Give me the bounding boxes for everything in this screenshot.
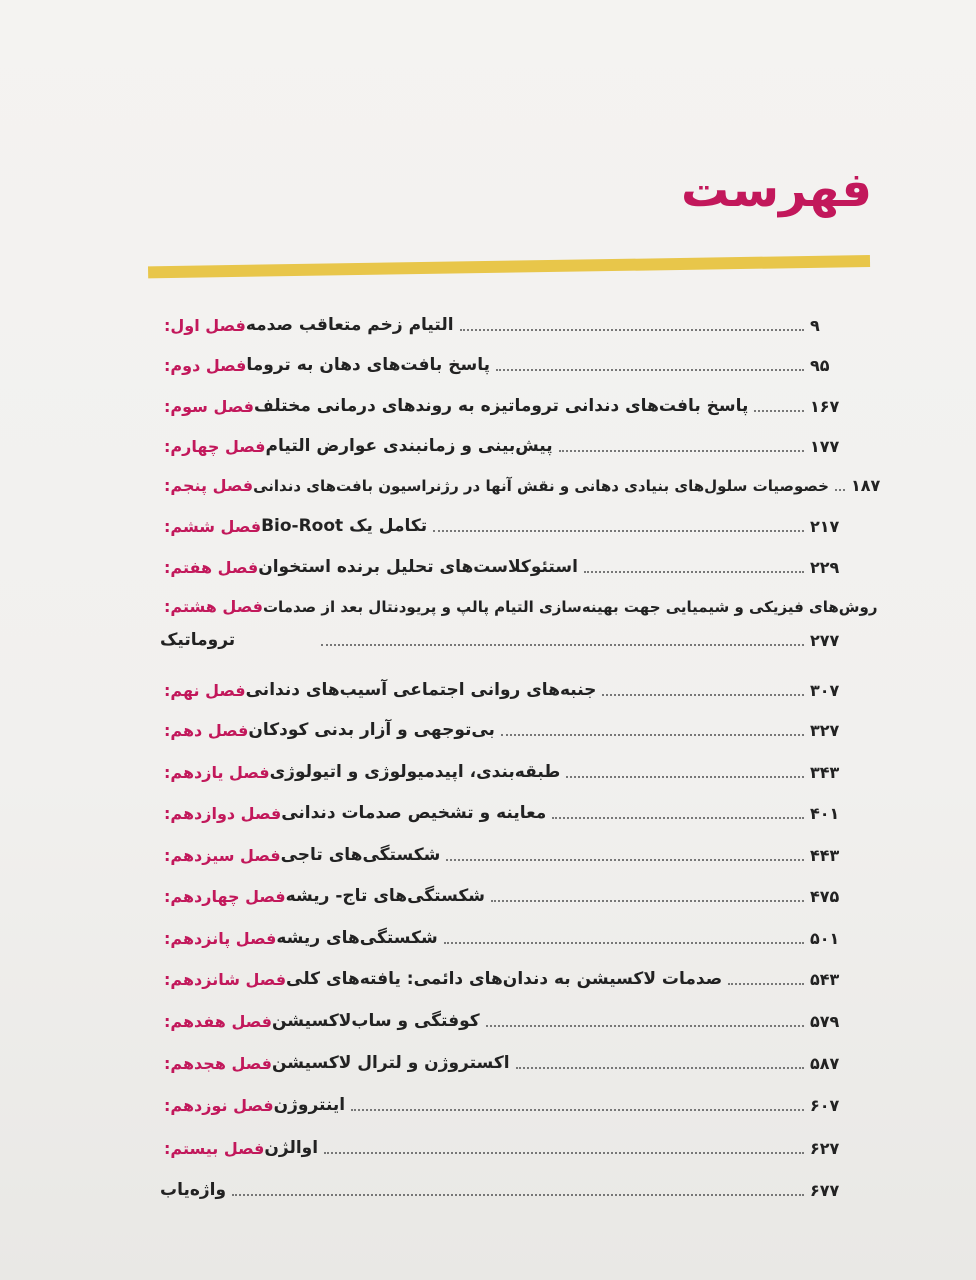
chapter-title: خصوصیات سلول‌های بنیادی دهانی و نقش آنها در رژنراسیون بافت‌های دندانی (253, 477, 829, 495)
page-title: فهرست (681, 162, 872, 218)
leader-dots (486, 1025, 804, 1027)
toc-entry-13[interactable] (160, 845, 846, 865)
toc-entry-index[interactable] (160, 1180, 846, 1200)
toc-entry-15[interactable] (160, 928, 846, 948)
chapter-label: فصل چهاردهم: (164, 887, 286, 906)
leader-dots (516, 1067, 804, 1069)
chapter-label: فصل هفتم: (164, 558, 259, 577)
leader-dots (835, 489, 845, 491)
chapter-title: پاسخ بافت‌های دندانی تروماتیزه به روندهای درمانی مختلف (253, 396, 749, 416)
leader-dots (754, 410, 804, 412)
page-number: ۱۷۷ (810, 437, 840, 456)
leader-dots (460, 329, 804, 331)
toc-entry-19[interactable] (160, 1095, 846, 1115)
chapter-title: روش‌های فیزیکی و شیمیایی جهت بهینه‌سازی التیام پالپ و پریودنتال بعد از صدمات (262, 598, 878, 616)
leader-dots (491, 900, 804, 902)
leader-dots (232, 1194, 804, 1196)
toc-entry-3[interactable] (160, 396, 846, 416)
leader-dots (728, 983, 804, 985)
leader-dots (351, 1109, 804, 1111)
page-number: ۹ (810, 316, 820, 335)
chapter-title: اینتروژن (273, 1095, 346, 1115)
page-number: ۵۷۹ (810, 1012, 840, 1031)
leader-dots (496, 369, 804, 371)
chapter-label: فصل نوزدهم: (164, 1096, 274, 1115)
chapter-label: فصل بیستم: (164, 1139, 265, 1158)
chapter-title: پیش‌بینی و زمانبندی عوارض التیام (265, 436, 553, 456)
chapter-title: بی‌توجهی و آزار بدنی کودکان (248, 720, 495, 740)
page-number: ۲۱۷ (810, 517, 840, 536)
page-number: ۲۲۹ (810, 558, 840, 577)
toc-entry-20[interactable] (160, 1138, 846, 1158)
page-number: ۳۴۳ (810, 763, 840, 782)
toc-entry-10[interactable] (160, 720, 846, 740)
leader-dots (444, 942, 804, 944)
toc-entry-2[interactable] (160, 355, 846, 375)
chapter-label: فصل شانزدهم: (164, 970, 287, 989)
toc-entry-7[interactable] (160, 557, 846, 577)
chapter-title: طبقه‌بندی، اپیدمیولوژی و اتیولوژی (269, 762, 561, 782)
toc-entry-4[interactable] (160, 436, 846, 456)
page-number: ۲۷۷ (810, 631, 840, 650)
page-number: ۶۰۷ (810, 1096, 840, 1115)
chapter-title: شکستگی‌های ریشه (276, 928, 438, 948)
toc-entry-14[interactable] (160, 886, 846, 906)
chapter-title-continued: تروماتیک (160, 630, 236, 650)
chapter-label: فصل هجدهم: (164, 1054, 272, 1073)
chapter-label: فصل هفدهم: (164, 1012, 272, 1031)
page-number: ۹۵ (810, 356, 830, 375)
chapter-title: استئوکلاست‌های تحلیل برنده استخوان (258, 557, 578, 577)
chapter-title: تکامل یک Bio-Root (261, 516, 428, 536)
leader-dots (324, 1152, 804, 1154)
leader-dots (566, 776, 804, 778)
leader-dots (446, 859, 804, 861)
index-title: واژه‌یاب (160, 1180, 227, 1200)
chapter-label: فصل ششم: (164, 517, 262, 536)
leader-dots (552, 817, 804, 819)
page-number: ۳۰۷ (810, 681, 840, 700)
page-number: ۱۶۷ (810, 397, 840, 416)
page-number: ۴۷۵ (810, 887, 840, 906)
chapter-title: پاسخ بافت‌های دهان به تروما (246, 355, 490, 375)
chapter-label: فصل نهم: (164, 681, 246, 700)
chapter-label: فصل هشتم: (164, 597, 263, 616)
page-number: ۵۸۷ (810, 1054, 840, 1073)
page-number: ۵۴۳ (810, 970, 840, 989)
toc-entry-9[interactable] (160, 680, 846, 700)
toc-entry-18[interactable] (160, 1053, 846, 1073)
page-number: ۱۸۷ (850, 476, 881, 495)
chapter-title: صدمات لاکسیشن به دندان‌های دائمی: یافته‌های کلی (286, 969, 723, 989)
leader-dots (584, 571, 804, 573)
chapter-label: فصل سوم: (164, 397, 254, 416)
toc-entry-16[interactable] (160, 969, 846, 989)
leader-dots (602, 694, 804, 696)
chapter-label: فصل پانزدهم: (164, 929, 277, 948)
page-number: ۴۰۱ (810, 804, 840, 823)
chapter-label: فصل دوازدهم: (164, 804, 282, 823)
leader-dots (559, 450, 804, 452)
chapter-label: فصل یازدهم: (164, 763, 270, 782)
chapter-title: معاینه و تشخیص صدمات دندانی (281, 803, 547, 823)
toc-entry-8[interactable] (160, 597, 878, 650)
page-number: ۴۴۳ (810, 846, 840, 865)
toc-entry-12[interactable] (160, 803, 846, 823)
page-number: ۳۲۷ (810, 721, 840, 740)
chapter-label: فصل دهم: (164, 721, 249, 740)
toc-entry-5[interactable] (160, 476, 881, 495)
page-number: ۶۲۷ (810, 1139, 840, 1158)
chapter-title: التیام زخم متعاقب صدمه (245, 315, 454, 335)
page-number: ۶۷۷ (810, 1181, 840, 1200)
toc-entry-1[interactable] (160, 315, 846, 335)
leader-dots (501, 734, 804, 736)
chapter-label: فصل دوم: (164, 356, 247, 375)
chapter-label: فصل اول: (164, 316, 246, 335)
chapter-title: شکستگی‌های تاج- ریشه (285, 886, 486, 906)
toc-entry-17[interactable] (160, 1011, 846, 1031)
chapter-label: فصل پنجم: (164, 476, 254, 495)
chapter-label: فصل سیزدهم: (164, 846, 281, 865)
page-number: ۵۰۱ (810, 929, 840, 948)
chapter-title: جنبه‌های روانی اجتماعی آسیب‌های دندانی (245, 680, 597, 700)
chapter-title: اوالژن (264, 1138, 319, 1158)
chapter-title: اکستروژن و لترال لاکسیشن (272, 1053, 510, 1073)
chapter-title: شکستگی‌های تاجی (280, 845, 441, 865)
toc-entry-11[interactable] (160, 762, 846, 782)
leader-dots (433, 530, 804, 532)
toc-entry-6[interactable] (160, 516, 846, 536)
leader-dots (321, 644, 804, 646)
chapter-label: فصل چهارم: (164, 437, 266, 456)
chapter-title: کوفتگی و ساب‌لاکسیشن (271, 1011, 480, 1031)
